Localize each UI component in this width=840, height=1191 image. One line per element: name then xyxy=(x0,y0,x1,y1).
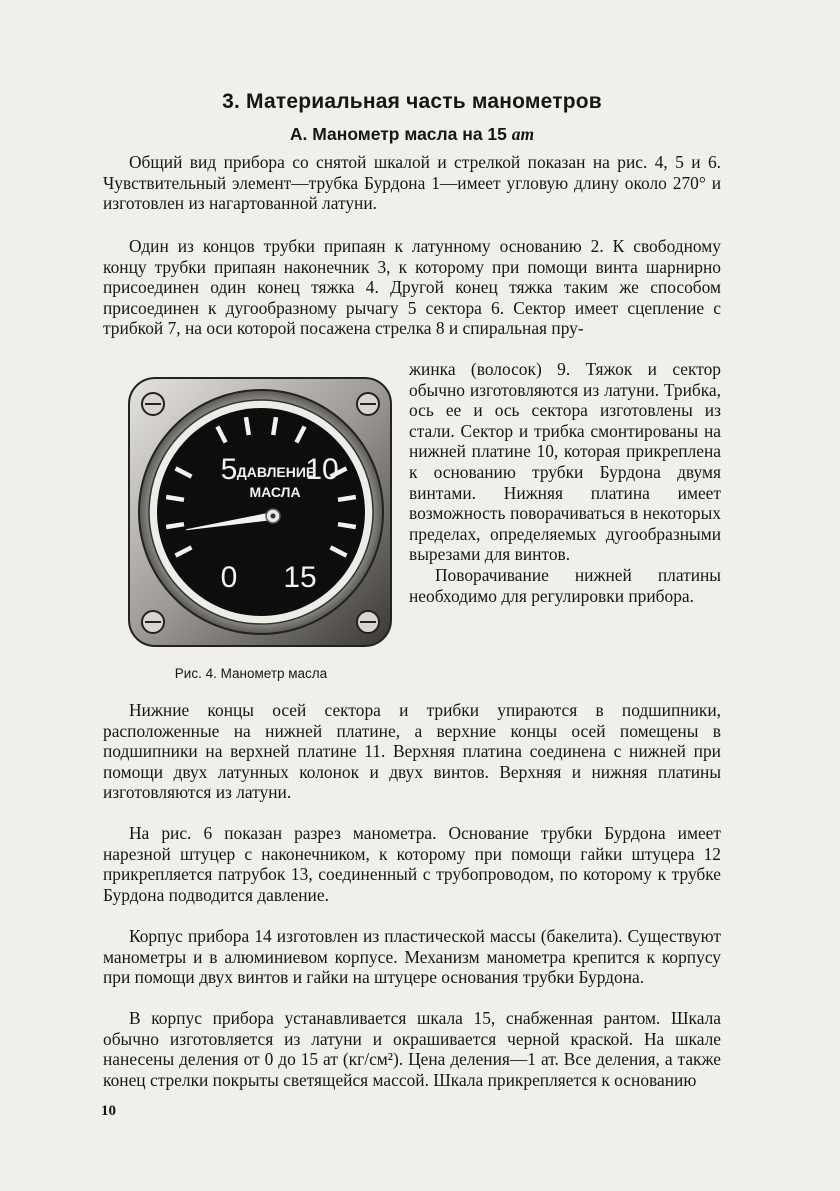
paragraph-6: Корпус прибора 14 изготовлен из пластической массы (бакелита). Существуют манометры и в алюминиевом корпусе. Механизм манометра крепится к корпусу при помощи двух винтов и гайки на штуцере основания трубки Бурдона. xyxy=(103,926,721,988)
dial-number-0: 0 xyxy=(220,561,238,594)
subsection-heading-text: А. Манометр масла на 15 xyxy=(289,124,512,144)
figure-caption: Рис. 4. Манометр масла xyxy=(174,666,328,681)
paragraph-6-block xyxy=(103,926,721,988)
paragraph-4: Нижние концы осей сектора и трибки упираются в подшипники, расположенные на нижней платине, а верхние концы осей помещены в подшипники на верхней платине 11. Верхняя платина соединена с нижней при помощи двух латунных колонок и двух винтов. Верхняя и нижняя платины изготовляются из латуни. xyxy=(103,700,721,803)
paragraph-3-wrap: Поворачивание нижней платины необходимо для регулировки прибора. xyxy=(409,564,721,606)
paragraph-1: Общий вид прибора со снятой шкалой и стрелкой показан на рис. 4, 5 и 6. Чувствительный элемент—трубка Бурдона 1—имеет угловую длину около 270° и изготовлен из нагартованной латуни. xyxy=(103,152,721,214)
paragraph-2-top: Один из концов трубки припаян к латунному основанию 2. К свободному концу трубки припаян наконечник 3, к которому при помощи винта шарнирно присоединен один конец тяжка 4. Другой конец тяжка таким же способом присоединен к дугообразному рычагу 5 сектора 6. Сектор имеет сцепление с трибкой 7, на оси которой посажена стрелка 8 и спиральная пру- xyxy=(103,236,721,339)
paragraph-5: На рис. 6 показан разрез манометра. Основание трубки Бурдона имеет нарезной штуцер с наконечником, к которому при помощи гайки штуцера 12 прикрепляется патрубок 13, соединенный с трубопроводом, по которому к трубке Бурдона подводится давление. xyxy=(103,823,721,905)
page-number: 10 xyxy=(101,1103,116,1119)
subsection-heading xyxy=(103,124,721,145)
section-heading: 3. Материальная часть манометров xyxy=(222,90,602,113)
dial-label-pressure: ДАВЛЕНИЕ xyxy=(236,464,316,480)
dial-number-10: 10 xyxy=(305,453,339,486)
paragraph-4-block xyxy=(103,700,721,803)
dial-tick xyxy=(166,524,184,527)
paragraph-2-wrap: жинка (волосок) 9. Тяжок и сектор обычно изготовляются из латуни. Трибка, ось ее и ось сектора изготовлены из стали. Сектор и трибка смонтированы на нижней платине 10, которая прикреплена к основанию трубки Бурдона двумя винтами. Нижняя платина имеет возможность поворачиваться в некоторых пределах, определяемых дугообразными вырезами для винтов. xyxy=(409,359,721,565)
oil-pressure-gauge-illustration xyxy=(123,368,399,658)
wrapped-text-block xyxy=(409,359,721,606)
dial-tick xyxy=(338,497,356,500)
gauge-dial-face xyxy=(157,408,365,616)
subsection-heading-unit: ат xyxy=(511,124,535,144)
paragraph-5-block xyxy=(103,823,721,905)
paragraph-7: В корпус прибора устанавливается шкала 15, снабженная рантом. Шкала обычно изготовляется из латуни и окрашивается черной краской. На шкале нанесены деления от 0 до 15 ат (кг/см²). Цена деления—1 ат. Все деления, а также конец стрелки покрыты светящейся массой. Шкала прикрепляется к основанию xyxy=(103,1008,721,1090)
dial-tick xyxy=(246,417,249,435)
dial-tick xyxy=(338,524,356,527)
dial-label-oil: МАСЛА xyxy=(249,484,301,500)
paragraph-1-block xyxy=(103,152,721,214)
figure-oil-gauge xyxy=(123,368,399,658)
dial-number-5: 5 xyxy=(220,453,238,486)
paragraph-7-block xyxy=(103,1008,721,1090)
dial-number-15: 15 xyxy=(283,561,317,594)
dial-tick xyxy=(273,417,276,435)
paragraph-2-block xyxy=(103,236,721,339)
dial-tick xyxy=(166,497,184,500)
